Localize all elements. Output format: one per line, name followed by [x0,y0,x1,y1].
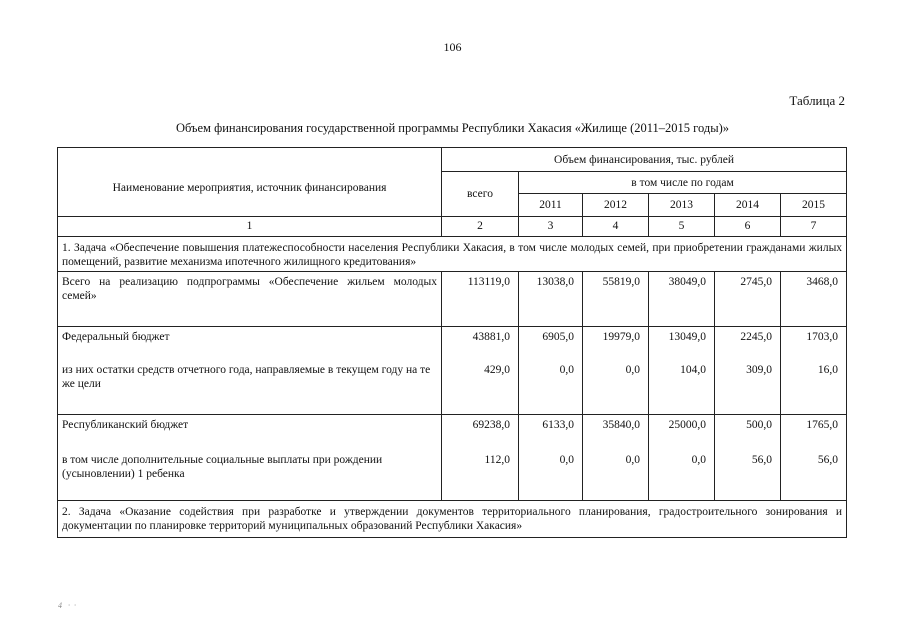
financing-table [57,147,847,538]
task-1-text: 1. Задача «Обеспечение повышения платежеспособности населения Республики Хакасия, в том числе молодых семей, при приобретении гражданами жилых помещений, развитие механизма ипотечного жилищного кредитования» [58,237,847,272]
table-label: Таблица 2 [789,93,845,108]
cell-2012: 0,0 [583,451,649,501]
cell-2014: 56,0 [715,451,781,501]
row-name: в том числе дополнительные социальные выплаты при рождении (усыновлении) 1 ребенка [58,451,442,501]
header-year: 2015 [781,194,847,217]
table-row [58,451,847,501]
table-row [58,361,847,415]
column-number-row [58,217,847,237]
row-name: Всего на реализацию подпрограммы «Обеспечение жильем молодых семей» [58,272,442,327]
cell-total: 112,0 [442,451,519,501]
header-year: 2011 [519,194,583,217]
row-name: из них остатки средств отчетного года, направляемые в текущем году на те же цели [58,361,442,415]
cell-2013: 25000,0 [649,415,715,451]
task-2-text: 2. Задача «Оказание содействия при разработке и утверждении документов территориального планирования, градостроительного зонирования и документации по планировке территорий муниципальных образований Республики Хакасия» [58,501,847,538]
cell-2015: 3468,0 [781,272,847,327]
cell-2011: 6905,0 [519,327,583,361]
cell-2014: 2745,0 [715,272,781,327]
cell-2015: 56,0 [781,451,847,501]
column-number: 4 [583,217,649,237]
column-number: 6 [715,217,781,237]
cell-2012: 0,0 [583,361,649,415]
page-number: 106 [443,40,462,54]
table-row [58,415,847,451]
cell-2011: 0,0 [519,361,583,415]
header-year: 2013 [649,194,715,217]
cell-2012: 19979,0 [583,327,649,361]
cell-2015: 1765,0 [781,415,847,451]
cell-2013: 38049,0 [649,272,715,327]
cell-2015: 16,0 [781,361,847,415]
table-row [58,327,847,361]
row-name: Республиканский бюджет [58,415,442,451]
cell-2012: 55819,0 [583,272,649,327]
header-funding-group: Объем финансирования, тыс. рублей [442,148,847,172]
cell-2013: 0,0 [649,451,715,501]
cell-2011: 0,0 [519,451,583,501]
task-row [58,501,847,538]
header-total: всего [442,172,519,217]
header-year: 2014 [715,194,781,217]
header-name-column: Наименование мероприятия, источник финансирования [58,148,442,217]
row-name: Федеральный бюджет [58,327,442,361]
task-row [58,237,847,272]
column-number: 3 [519,217,583,237]
cell-2014: 309,0 [715,361,781,415]
cell-2014: 2245,0 [715,327,781,361]
table-row [58,272,847,327]
cell-2012: 35840,0 [583,415,649,451]
cell-2014: 500,0 [715,415,781,451]
header-by-years: в том числе по годам [519,172,847,194]
cell-total: 429,0 [442,361,519,415]
cell-2015: 1703,0 [781,327,847,361]
cell-2013: 104,0 [649,361,715,415]
cell-total: 43881,0 [442,327,519,361]
cell-2011: 13038,0 [519,272,583,327]
column-number: 7 [781,217,847,237]
header-year: 2012 [583,194,649,217]
cell-2011: 6133,0 [519,415,583,451]
cell-2013: 13049,0 [649,327,715,361]
cell-total: 69238,0 [442,415,519,451]
document-title: Объем финансирования государственной программы Республики Хакасия «Жилище (2011–2015 годы)» [175,121,730,135]
cell-total: 113119,0 [442,272,519,327]
column-number: 5 [649,217,715,237]
scan-artifact-mark: 4 · · [58,601,76,610]
column-number: 1 [58,217,442,237]
column-number: 2 [442,217,519,237]
